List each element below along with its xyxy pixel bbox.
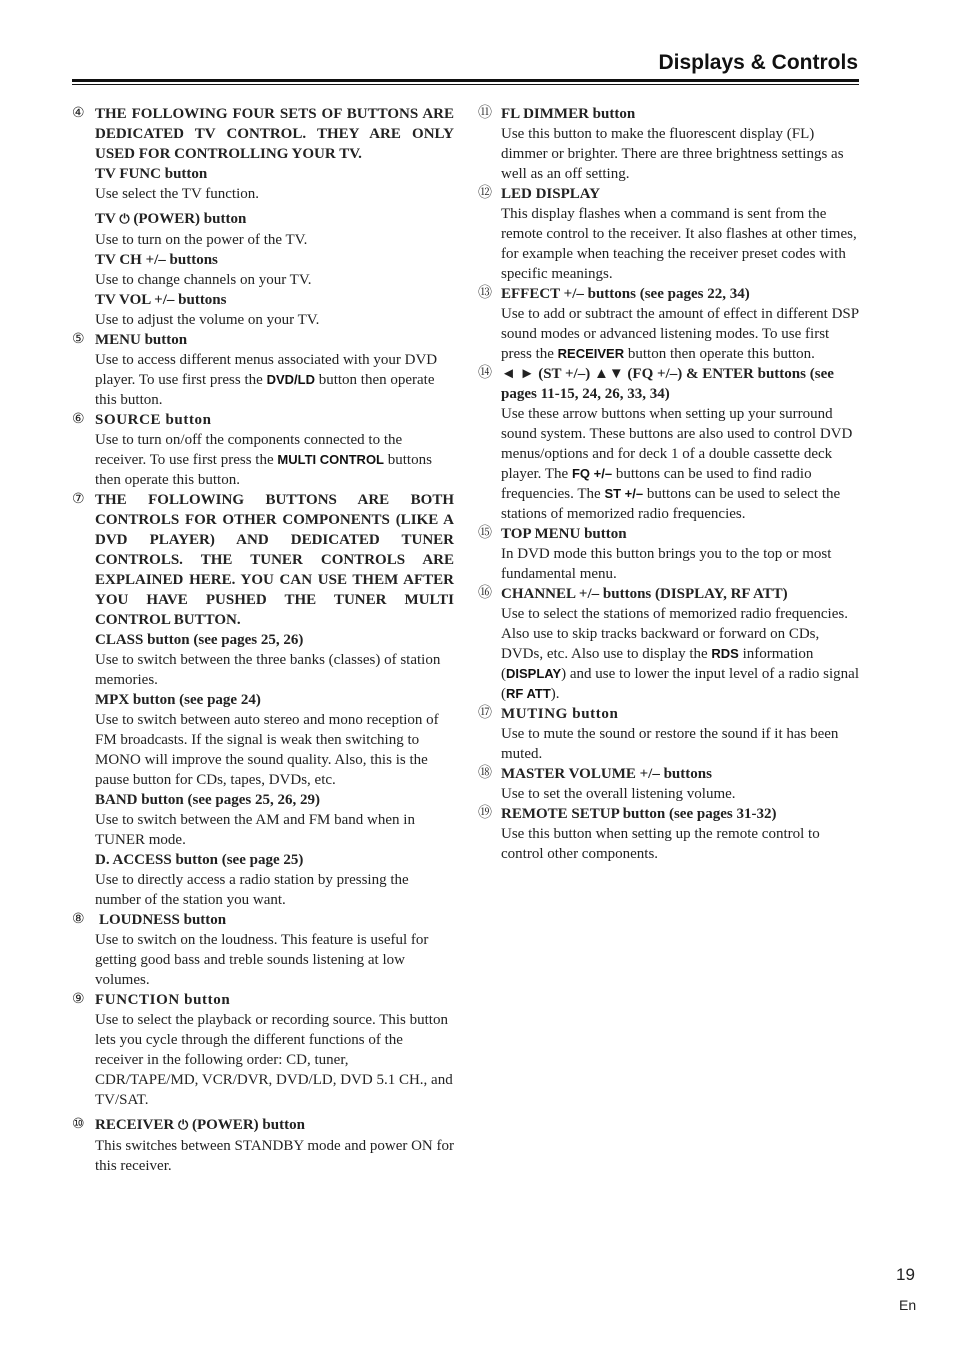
tv-vol-label: TV VOL +/– buttons <box>95 292 227 308</box>
item-desc: This switches between STANDBY mode and power ON for this receiver. <box>95 1138 455 1174</box>
desc-text: buttons then operate this button. <box>95 452 432 488</box>
item-19-remote-setup <box>478 804 861 864</box>
item-desc <box>501 404 861 524</box>
item-number: ⑯ <box>478 586 492 601</box>
item-number: ⑲ <box>478 806 492 821</box>
item-17-muting <box>478 704 861 764</box>
item-13-effect <box>478 284 861 364</box>
item-number: ⑰ <box>478 706 492 721</box>
item-number: ⑦ <box>72 492 85 507</box>
left-column <box>72 104 454 1176</box>
desc-text: Use to add or subtract the amount of effect in different DSP sound modes or advanced listening modes. To use first press the <box>501 306 859 362</box>
desc-text: ) and use to lower the input level of a radio signal ( <box>501 666 859 702</box>
class-desc: Use to switch between the three banks (classes) of station memories. <box>95 652 441 688</box>
item-number: ⑮ <box>478 526 492 541</box>
item-heading: EFFECT +/– buttons (see pages 22, 34) <box>501 286 750 302</box>
tv-power-desc: Use to turn on the power of the TV. <box>95 232 308 248</box>
item-15-top-menu <box>478 524 861 584</box>
item-number: ⑬ <box>478 286 492 301</box>
item-heading: SOURCE button <box>95 412 212 428</box>
item-desc: Use this button to make the fluorescent display (FL) dimmer or brighter. There are three brightness settings as well as an off setting. <box>501 126 844 182</box>
tv-power-label <box>95 209 454 230</box>
item-heading: CHANNEL +/– buttons (DISPLAY, RF ATT) <box>501 586 788 602</box>
desc-text: information ( <box>501 646 814 682</box>
item-9-function <box>72 990 454 1110</box>
item-heading: LOUDNESS button <box>99 912 227 928</box>
tv-ch-label: TV CH +/– buttons <box>95 252 218 268</box>
item-5-menu <box>72 330 454 410</box>
d-access-desc: Use to directly access a radio station by pressing the number of the station you want. <box>95 872 409 908</box>
item-heading: ◄ ► (ST +/–) ▲▼ (FQ +/–) & ENTER buttons (see pages 11-15, 24, 26, 33, 34) <box>501 366 834 402</box>
item-number: ⑩ <box>72 1117 85 1132</box>
desc-text: Use to select the stations of memorized radio frequencies. Also use to skip tracks backward or forward on CDs, DVDs, etc. Also use to display the <box>501 606 848 662</box>
key-label: RDS <box>711 646 739 661</box>
band-desc: Use to switch between the AM and FM band when in TUNER mode. <box>95 812 415 848</box>
key-label: FQ +/– <box>571 466 613 481</box>
heading-suffix: (POWER) button <box>191 1117 305 1133</box>
item-number: ⑪ <box>478 106 492 121</box>
tv-ch-desc: Use to change channels on your TV. <box>95 272 312 288</box>
item-number: ⑱ <box>478 766 492 781</box>
desc-text: Use to turn on/off the components connected to the receiver. To use first press the <box>95 432 403 468</box>
desc-text: ). <box>550 686 560 702</box>
item-16-channel <box>478 584 861 704</box>
item-heading: THE FOLLOWING BUTTONS ARE BOTH CONTROLS FOR OTHER COMPONENTS (LIKE A DVD PLAYER) AND DEDICATED TUNER CONTROLS. THE TUNER CONTROLS ARE EXPLAINED HERE. YOU CAN USE THEM AFTER YOU HAVE PUSHED THE TUNER MULTI CONTROL BUTTON. <box>95 492 454 628</box>
item-7-tuner-controls <box>72 490 454 910</box>
desc-text: Use these arrow buttons when setting up your surround sound system. These buttons are also used to control DVD menus/options and for deck 1 of a double cassette deck player. The <box>501 406 853 482</box>
desc-text: buttons can be used to find radio frequencies. The <box>501 466 812 502</box>
item-12-led-display <box>478 184 861 284</box>
d-access-label: D. ACCESS button (see page 25) <box>95 852 304 868</box>
power-icon: ⏻ <box>177 1118 189 1133</box>
power-icon: ⏻ <box>119 212 130 227</box>
key-label: MULTI CONTROL <box>277 452 385 467</box>
item-heading: LED DISPLAY <box>501 186 601 202</box>
item-number: ⑨ <box>72 992 85 1007</box>
item-desc: In DVD mode this button brings you to the top or most fundamental menu. <box>501 546 832 582</box>
tv-vol-desc: Use to adjust the volume on your TV. <box>95 312 320 328</box>
item-desc: Use this button when setting up the remote control to control other components. <box>501 826 820 862</box>
item-desc <box>501 604 861 704</box>
item-heading: MENU button <box>95 332 188 348</box>
mpx-label: MPX button (see page 24) <box>95 692 261 708</box>
item-desc <box>501 304 861 364</box>
item-6-source <box>72 410 454 490</box>
item-4-tv-controls <box>72 104 454 330</box>
desc-text: button then operate this button. <box>95 372 435 408</box>
item-heading: FUNCTION button <box>95 992 231 1008</box>
item-desc: Use to switch on the loudness. This feature is useful for getting good bass and treble sounds listening at low volumes. <box>95 932 429 988</box>
item-8-loudness <box>72 910 454 990</box>
key-label: DISPLAY <box>506 666 562 681</box>
right-column <box>478 104 861 864</box>
item-desc <box>95 350 454 410</box>
desc-text: button then operate this button. <box>627 346 815 362</box>
key-label: DVD/LD <box>266 372 315 387</box>
page-number: 19 <box>896 1265 915 1284</box>
language-code: En <box>899 1297 917 1313</box>
item-desc: This display flashes when a command is sent from the remote control to the receiver. It also flashes at other times, for example when teaching the receiver preset codes with specific meanings. <box>501 206 857 282</box>
tv-power-prefix: TV <box>95 211 116 227</box>
item-number: ⑫ <box>478 186 492 201</box>
item-desc <box>95 430 454 490</box>
band-label: BAND button (see pages 25, 26, 29) <box>95 792 320 808</box>
item-18-master-volume <box>478 764 861 804</box>
item-heading <box>95 1115 454 1136</box>
item-heading: THE FOLLOWING FOUR SETS OF BUTTONS ARE DEDICATED TV CONTROL. THEY ARE ONLY USED FOR CONTROLLING YOUR TV. <box>95 106 454 162</box>
item-heading: REMOTE SETUP button (see pages 31-32) <box>501 806 777 822</box>
item-heading: MUTING button <box>501 706 619 722</box>
key-label: RECEIVER <box>557 346 625 361</box>
item-desc: Use to mute the sound or restore the sound if it has been muted. <box>501 726 839 762</box>
heading-prefix: RECEIVER <box>95 1117 175 1133</box>
item-14-arrow-buttons <box>478 364 861 524</box>
header-rule-thin <box>72 84 859 85</box>
desc-text: Use to access different menus associated with your DVD player. To use first press the <box>95 352 438 388</box>
item-number: ⑧ <box>72 912 85 927</box>
header-rule-thick <box>72 79 859 82</box>
mpx-desc: Use to switch between auto stereo and mono reception of FM broadcasts. If the signal is weak then switching to MONO will improve the sound quality. Also, this is the pause button for CDs, tapes, DVDs, etc. <box>95 712 439 788</box>
item-desc: Use to set the overall listening volume. <box>501 786 736 802</box>
item-10-receiver-power <box>72 1115 454 1176</box>
tv-func-desc: Use select the TV function. <box>95 186 259 202</box>
item-11-fl-dimmer <box>478 104 861 184</box>
tv-power-suffix: (POWER) button <box>133 211 247 227</box>
key-label: ST +/– <box>604 486 644 501</box>
item-desc: Use to select the playback or recording source. This button lets you cycle through the different functions of the receiver in the following order: CD, tuner, CDR/TAPE/MD, VCR/DVR, DVD/LD, DVD 5.1 CH., and TV/SAT. <box>95 1012 453 1108</box>
item-heading: TOP MENU button <box>501 526 627 542</box>
item-number: ⑥ <box>72 412 85 427</box>
item-number: ⑤ <box>72 332 85 347</box>
item-number: ⑭ <box>478 366 492 381</box>
item-number: ④ <box>72 106 85 121</box>
tv-func-label: TV FUNC button <box>95 166 208 182</box>
page-title: Displays & Controls <box>658 51 858 74</box>
class-label: CLASS button (see pages 25, 26) <box>95 632 304 648</box>
desc-text: buttons can be used to select the stations of memorized radio frequencies. <box>501 486 841 522</box>
item-heading: FL DIMMER button <box>501 106 636 122</box>
item-heading: MASTER VOLUME +/– buttons <box>501 766 712 782</box>
key-label: RF ATT <box>506 686 551 701</box>
